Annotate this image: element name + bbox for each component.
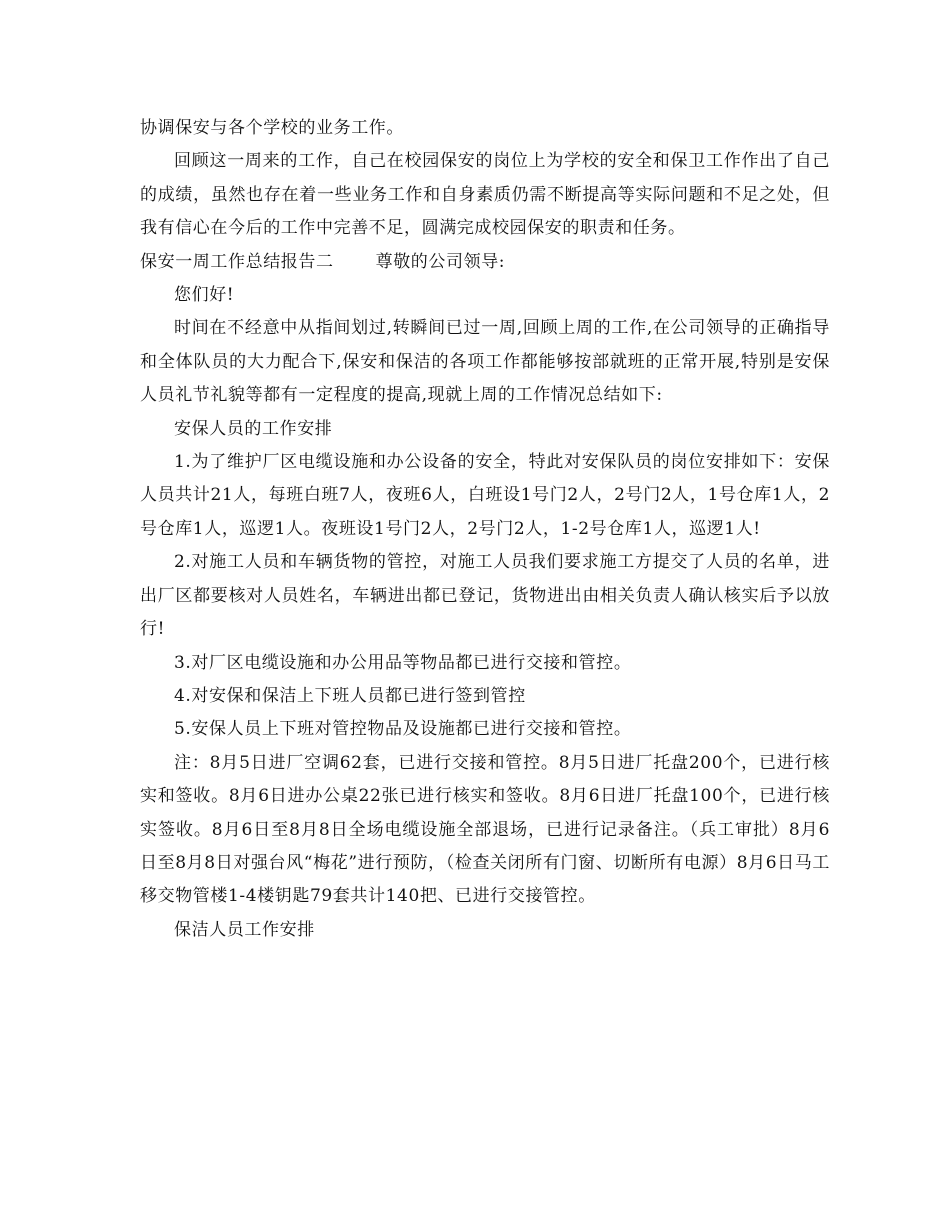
section-heading-security: 安保人员的工作安排 <box>174 418 333 439</box>
paragraph-intro: 时间在不经意中从指间划过,转瞬间已过一周,回顾上周的工作,在公司领导的正确指导和全体队员的大力配合下,保安和保洁的各项工作都能够按部就班的正常开展,特别是安保人员礼节礼貌等都有一定程度的提高,现就上周的工作情况总结如下: <box>140 318 830 406</box>
report-title-line <box>140 246 830 279</box>
list-item-4: 4.对安保和保洁上下班人员都已进行签到管控 <box>174 685 526 706</box>
salutation: 尊敬的公司领导: <box>375 251 506 272</box>
list-item-5: 5.安保人员上下班对管控物品及设施都已进行交接和管控。 <box>174 719 632 740</box>
greeting: 您们好! <box>174 285 235 306</box>
paragraph-review: 回顾这一周来的工作，自己在校园保安的岗位上为学校的安全和保卫工作作出了自己的成绩，虽然也存在着一些业务工作和自身素质仍需不断提高等实际问题和不足之处，但我有信心在今后的工作中完善不足，圆满完成校园保安的职责和任务。 <box>140 151 830 239</box>
list-item-2: 2.对施工人员和车辆货物的管控，对施工人员我们要求施工方提交了人员的名单，进出厂区都要核对人员姓名，车辆进出都已登记，货物进出由相关负责人确认核实后予以放行! <box>140 552 830 640</box>
paragraph-note: 注：8月5日进厂空调62套，已进行交接和管控。8月5日进厂托盘200个，已进行核实和签收。8月6日进办公桌22张已进行核实和签收。8月6日进厂托盘100个，已进行核实签收。8月6日至8月8日全场电缆设施全部退场，已进行记录备注。（兵工审批）8月6日至8月8日对强台风“梅花”进行预防，（检查关闭所有门窗、切断所有电源）8月6日马工移交物管楼1-4楼钥匙79套共计140把、已进行交接管控。 <box>140 752 830 907</box>
report-title: 保安一周工作总结报告二 <box>140 251 334 272</box>
list-item-3: 3.对厂区电缆设施和办公用品等物品都已进行交接和管控。 <box>174 652 632 673</box>
section-heading-cleaning: 保洁人员工作安排 <box>174 919 315 940</box>
paragraph-closing-line: 协调保安与各个学校的业务工作。 <box>140 118 404 138</box>
list-item-1: 1.为了维护厂区电缆设施和办公设备的安全，特此对安保队员的岗位安排如下：安保人员共计21人，每班白班7人，夜班6人，白班设1号门2人，2号门2人，1号仓库1人，2号仓库1人，巡逻1人。夜班设1号门2人，2号门2人，1-2号仓库1人，巡逻1人! <box>140 452 830 539</box>
document-body <box>140 112 830 947</box>
